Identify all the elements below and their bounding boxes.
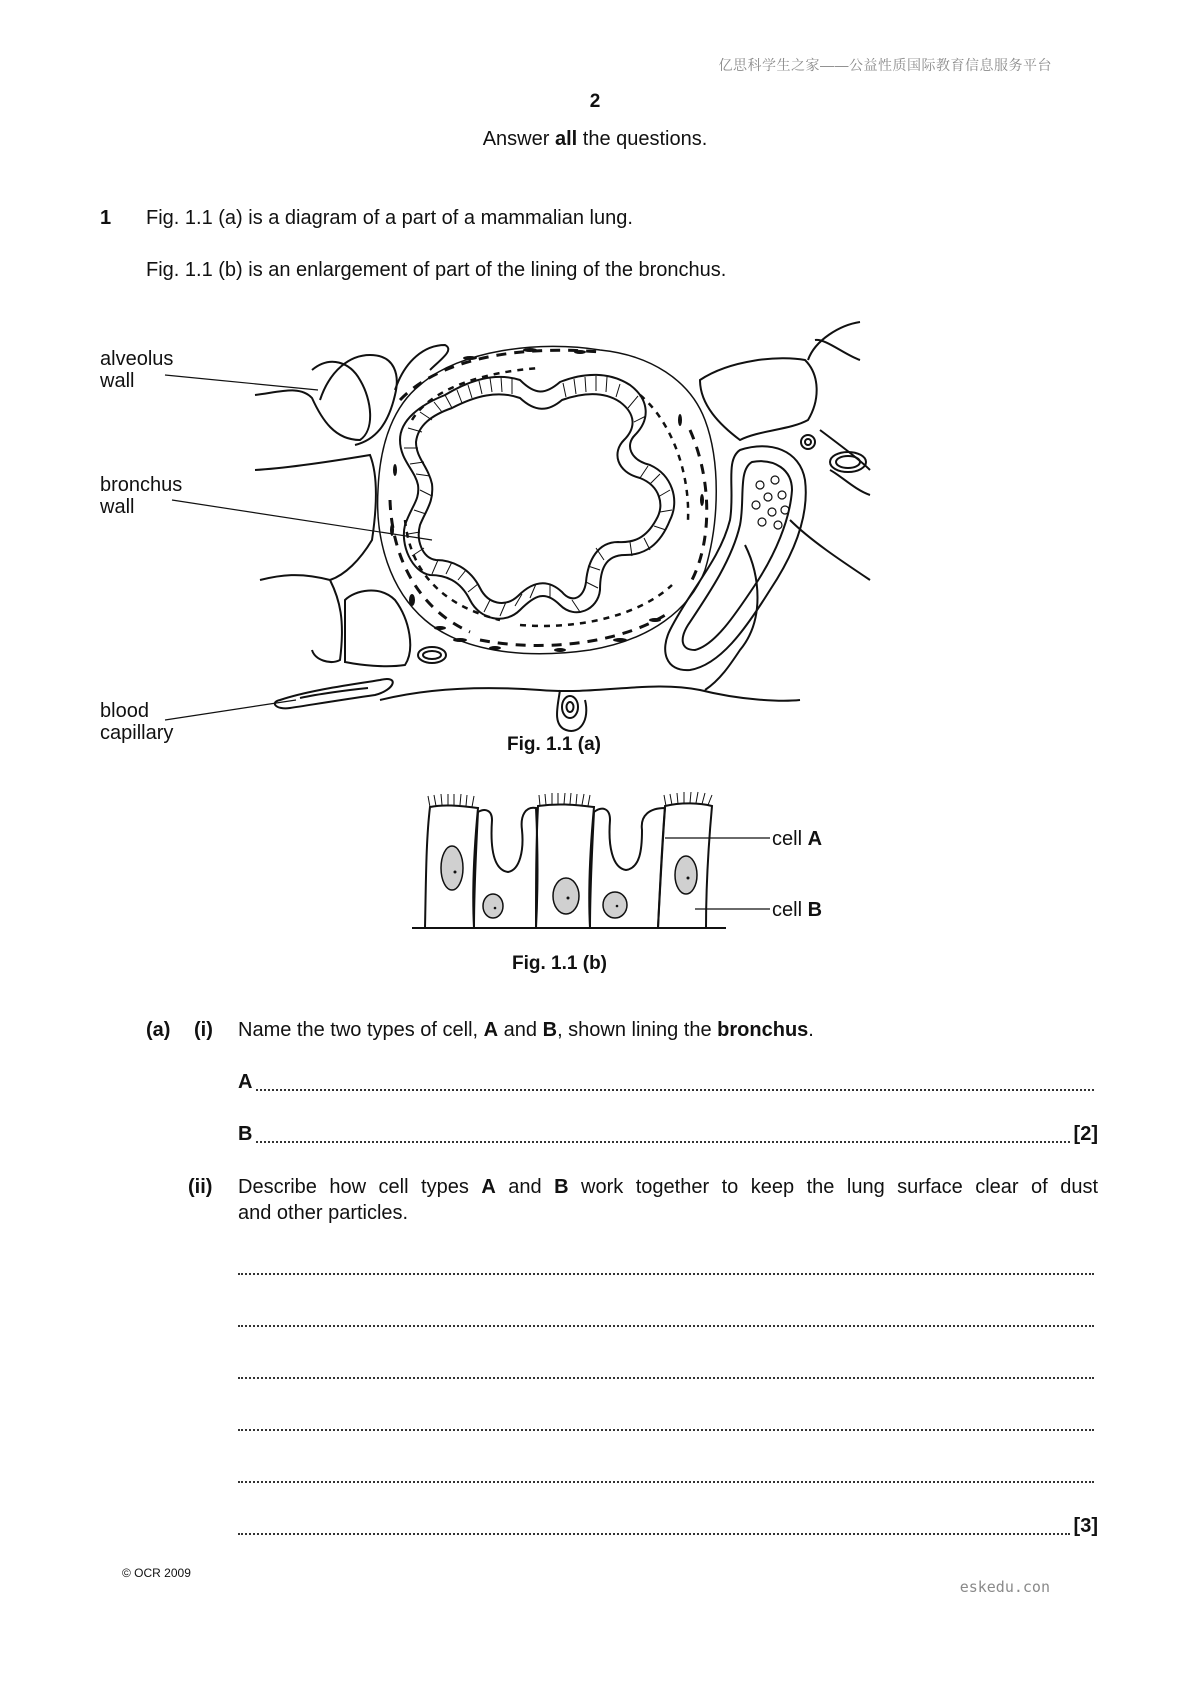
sub-label-i: (i) — [194, 1019, 213, 1041]
copyright: © OCR 2009 — [122, 1566, 191, 1580]
answer-line-ii-3[interactable] — [238, 1358, 1098, 1382]
question-intro-line-1: Fig. 1.1 (a) is a diagram of a part of a mammalian lung. — [146, 207, 633, 229]
answer-line-ii-1[interactable] — [238, 1254, 1098, 1278]
question-a-i-text: Name the two types of cell, A and B, shown lining the bronchus. — [238, 1019, 814, 1041]
label-cell-a: cell A — [772, 828, 823, 850]
site-watermark: eskedu.con — [959, 1578, 1050, 1596]
answer-line-ii-2[interactable] — [238, 1306, 1098, 1330]
question-intro-line-2: Fig. 1.1 (b) is an enlargement of part of the lining of the bronchus. — [146, 259, 727, 281]
instruction: Answer all the questions. — [482, 128, 708, 150]
question-a-ii-line-2: and other particles. — [238, 1202, 409, 1224]
label-cell-b: cell B — [772, 899, 823, 921]
marks-a-i: [2] — [1073, 1123, 1098, 1145]
label-alveolus-wall: alveolus wall — [100, 348, 174, 392]
answer-line-ii-6[interactable] — [238, 1514, 1098, 1538]
figure-b-caption: Fig. 1.1 (b) — [512, 953, 607, 974]
part-label-a: (a) — [146, 1019, 171, 1041]
question-a-ii-line-1: Describe how cell types A and B work together to keep the lung surface clear of dust — [238, 1176, 1099, 1198]
marks-a-ii: [3] — [1073, 1515, 1098, 1537]
answer-line-ii-5[interactable] — [238, 1462, 1098, 1486]
figure-a-caption: Fig. 1.1 (a) — [507, 734, 601, 755]
answer-label-a: A — [238, 1071, 253, 1093]
answer-label-b: B — [238, 1123, 253, 1145]
answer-line-b[interactable] — [238, 1122, 1098, 1146]
watermark-text: 亿思科学生之家——公益性质国际教育信息服务平台 — [718, 57, 1052, 73]
question-number: 1 — [100, 207, 112, 229]
answer-line-ii-4[interactable] — [238, 1410, 1098, 1434]
answer-line-a[interactable] — [238, 1070, 1098, 1094]
sub-label-ii: (ii) — [188, 1176, 213, 1198]
page-number: 2 — [589, 91, 601, 112]
label-blood-capillary: blood capillary — [100, 700, 174, 744]
label-bronchus-wall: bronchus wall — [100, 474, 183, 518]
